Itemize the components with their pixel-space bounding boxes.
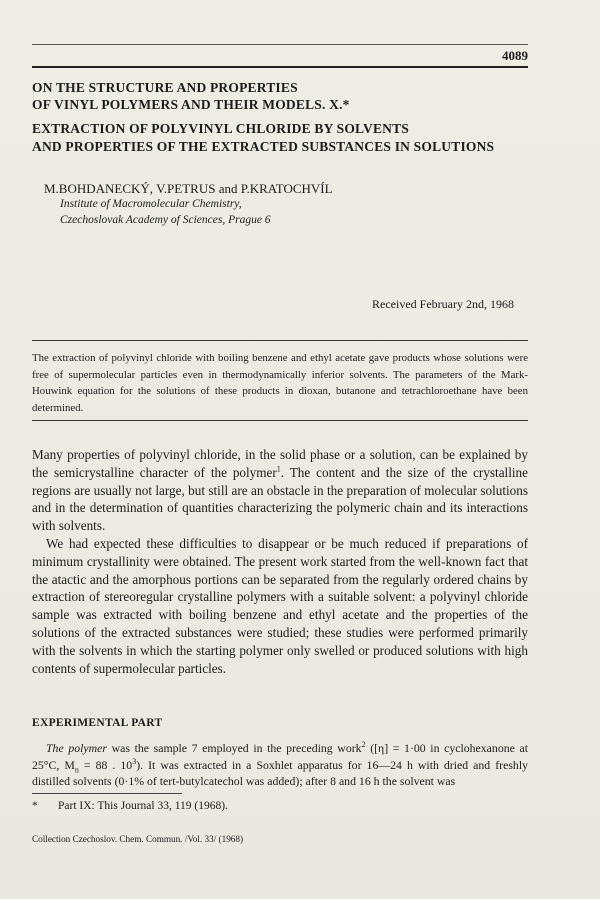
lead-italic: The polymer: [46, 741, 107, 755]
body-text: [32, 446, 528, 677]
header-rule-top: [32, 44, 528, 45]
affiliation-line-1: Institute of Macromolecular Chemistry,: [60, 198, 242, 210]
page-number: 4089: [502, 48, 528, 63]
abstract: The extraction of polyvinyl chloride with boiling benzene and ethyl acetate gave products whose solutions were free of supermolecular particles even in thermodynamically inferior solvents. The parameters of the Mark-Houwink equation for the solutions of these products in dioxan, butanone and tetrachloroethane have been determined.: [32, 352, 528, 414]
header-rule-bottom: [32, 66, 528, 68]
title-line-4: AND PROPERTIES OF THE EXTRACTED SUBSTANCES IN SOLUTIONS: [32, 139, 495, 154]
paragraph-2: We had expected these difficulties to disappear or be much reduced if preparations of minimum crystallinity were obtained. The present work started from the well-known fact that the atactic and the amorphous portions can be separated from the regularly ordered chains by extraction of stereoregular crystalline polymers with a suitable solvent: a polyvinyl chloride sample was extracted with boiling benzene and ethyl acetate and the properties of the solutions of the extracted substances were studied; these studies were performed primarily with the solvents in which the starting polymer only swelled or produced solutions with high contents of supermolecular particles.: [32, 535, 528, 676]
author-list: M.BOHDANECKÝ, V.PETRUS and P.KRATOCHVÍL: [44, 181, 333, 196]
affiliation-line-2: Czechoslovak Academy of Sciences, Prague 6: [60, 214, 271, 226]
title-line-1: ON THE STRUCTURE AND PROPERTIES: [32, 80, 298, 95]
footnote-marker: *: [32, 800, 38, 812]
abstract-rule-bottom: [32, 420, 528, 421]
reference-1: 1: [276, 464, 281, 474]
footnote-text: Part IX: This Journal 33, 119 (1968).: [58, 800, 228, 812]
journal-citation: Collection Czechoslov. Chem. Commun. /Vol. 33/ (1968): [32, 834, 244, 844]
footnote: [32, 800, 228, 812]
experimental-paragraph: The polymer was the sample 7 employed in the preceding work$^2$ ([η] = 1·00 in cyclohexanone at 25°C, $M_n = 88$ . $10^3$). It was extracted in a Soxhlet apparatus for 16—24 h with dried and freshly distilled solvents (0·1% of tert-butylcatechol was added); after 8 and 16 h the solvent was: [32, 740, 528, 788]
paragraph-1: Many properties of polyvinyl chloride, in the solid phase or a solution, can be explained by the semicrystalline character of the polymer$^1$. The content and the size of the crystalline regions are usually not large, but still are an obstacle in the preparation of molecular solutions and in the determination of quantities characterizing the polymeric chain and its interactions with solvents.: [32, 447, 528, 534]
abstract-rule-top: [32, 340, 528, 341]
section-heading: EXPERIMENTAL PART: [32, 717, 163, 729]
title-line-3: EXTRACTION OF POLYVINYL CHLORIDE BY SOLVENTS: [32, 121, 410, 136]
footnote-rule: [32, 793, 182, 794]
received-date: Received February 2nd, 1968: [372, 297, 514, 311]
title-line-2: OF VINYL POLYMERS AND THEIR MODELS. X.*: [32, 97, 350, 112]
